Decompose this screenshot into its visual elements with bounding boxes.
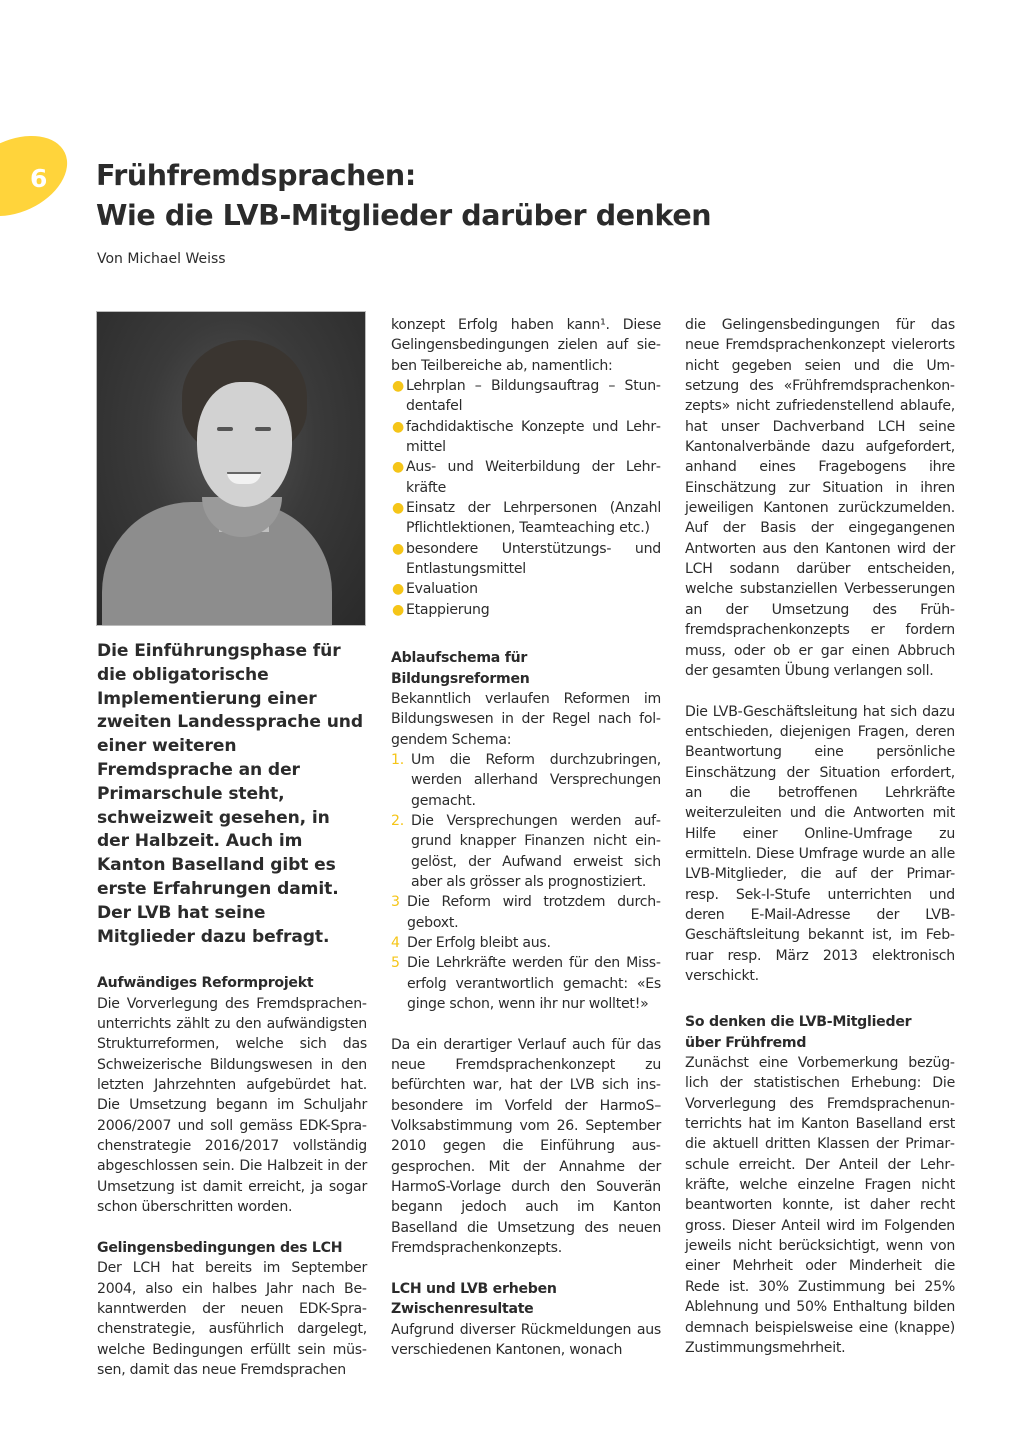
section-heading-zwischen-line2: Zwischenresultate	[391, 1301, 534, 1318]
section-after-ablauf: Da ein derartiger Verlauf auch für das neue Fremdsprachenkonzept zu befürchten war, hat der LVB sich insbesondere im Vorfeld der HarmoS–Volksabstimmung vom 26. September 2010 gegen die Einführung ausgesprochen. Mit der Annahme der HarmoS-Vorlage durch den Souverän begann jedoch auch im Kanton Baselland die Umsetzung des neuen Fremdsprachenkonzepts.	[391, 1036, 661, 1257]
article-title	[96, 156, 711, 236]
bullet-icon: ●	[392, 601, 404, 618]
section-body-zwischen-part2: die Gelingensbedingungen für das neue Fremdsprachenkonzept vielerorts nicht gegeben seien und die Umsetzung des «Frühfremdsprachenkonzepts» nicht zufriedenstellend ablaufe, hat unser Dachverband LCH seine Kantonalverbände dazu aufgefordert, anhand eines Fragebogens ihre Einschätzung zur Situation in ihren jeweiligen Kantonen zurückzumelden. Auf der Basis der eingegangenen Antworten aus den Kantonen wird der LCH sodann darüber entscheiden, welche substanziellen Verbesserungen an der Umsetzung des Frühfremdsprachenkonzepts er fordern muss, oder ob er gar einen Abbruch der gesamten Übung verlangen soll.	[685, 317, 955, 679]
section-heading-ablauf-line1: Ablaufschema für	[391, 650, 528, 667]
step-number: 5	[391, 955, 400, 972]
column-2	[391, 315, 661, 1360]
section-body-zwischen-part1: Aufgrund diverser Rückmeldungen aus verschiedenen Kantonen, wonach	[391, 1321, 661, 1358]
step-number: 1.	[391, 751, 404, 768]
column-3	[685, 315, 955, 1358]
section-heading-zwischen-line1: LCH und LVB erheben	[391, 1280, 557, 1297]
list-item: ● besondere Unterstützungs- und Entlastungsmittel	[392, 540, 661, 578]
bullet-icon: ●	[392, 540, 404, 557]
photo-eye	[217, 427, 233, 431]
section-heading-gelingen: Gelingensbedingungen des LCH	[97, 1239, 343, 1256]
section-heading-ablauf-line2: Bildungsreformen	[391, 670, 530, 687]
section-body-reformprojekt: Die Vorverlegung des Fremdsprachenunterrichts zählt zu den aufwändigsten Strukturreformen, welche sich das Schweizerische Bildungswesen in den letzten Jahrzehnten aufgebürdet hat. Die Umsetzung begann im Schuljahr 2006/2007 und soll gemäss EDK-Sprachenstrategie 2016/2017 vollständig abgeschlossen sein. Die Halbzeit in der Umsetzung ist damit erreicht, ja sogar schon überschritten worden.	[97, 995, 367, 1216]
section-intro-ablauf: Bekanntlich verlaufen Reformen im Bildungswesen in der Regel nach folgendem Schema:	[391, 690, 661, 748]
list-item: 4 Der Erfolg bleibt aus.	[391, 933, 661, 953]
photo-eye	[255, 427, 271, 431]
column-1	[97, 640, 367, 1380]
section-body-gelingen-part2: konzept Erfolg haben kann¹. Diese Gelingensbedingungen zielen auf sieben Teilbereiche ab, namentlich:	[391, 317, 661, 374]
section-heading-reformprojekt: Aufwändiges Reformprojekt	[97, 975, 314, 992]
section-body2-zwischen: Die LVB-Geschäftsleitung hat sich dazu entschieden, diejenigen Fragen, deren Beantwortung eine persönliche Einschätzung der Situation erfordert, an die betroffenen Lehrkräfte weiterzuleiten und die Antworten mit Hilfe einer Online-Umfrage zu ermitteln. Diese Umfrage wurde an alle LVB-Mitglieder, die auf der Primar- resp. Sek-I-Stufe unterrichten und deren E-Mail-Adresse der LVB-Geschäftsleitung bekannt ist, im Februar resp. März 2013 elektronisch verschickt.	[685, 703, 955, 984]
bullet-icon: ●	[392, 459, 404, 476]
list-item: 1. Um die Reform durchzubringen, werden allerhand Versprechungen gemacht.	[391, 751, 661, 809]
author-portrait-photo	[96, 311, 366, 626]
photo-face	[197, 382, 292, 507]
article-title-line2: Wie die LVB-Mitglieder darüber denken	[96, 199, 712, 232]
bullet-icon: ●	[392, 418, 404, 435]
step-number: 4	[391, 934, 400, 951]
conditions-list	[391, 376, 661, 620]
list-item: ● fachdidaktische Konzepte und Lehrmittel	[392, 418, 661, 456]
list-item: 5 Die Lehrkräfte werden für den Misserfolg verantwortlich gemacht: «Es ginge schon, wenn ihr nur wolltet!»	[391, 955, 661, 1012]
page-number: 6	[30, 164, 48, 193]
list-item: ● Aus- und Weiterbildung der Lehrkräfte	[392, 459, 661, 496]
list-item: 2. Die Versprechungen werden aufgrund knapper Finanzen nicht eingelöst, der Aufwand erweist sich aber als grösser als prognostiziert.	[391, 812, 661, 890]
bullet-icon: ●	[392, 581, 404, 598]
step-number: 3	[391, 894, 400, 911]
reform-steps-list	[391, 750, 661, 1014]
list-item: ● Etappierung	[391, 600, 661, 620]
section-heading-denken-line2: über Frühfremd	[685, 1034, 807, 1051]
bullet-icon: ●	[392, 500, 404, 517]
byline: Von Michael Weiss	[97, 251, 226, 267]
section-body-denken: Zunächst eine Vorbemerkung bezüglich der statistischen Erhebung: Die Vorverlegung des Fremdsprachenunterrichts hat im Kanton Baselland erst die aktuell dritten Klassen der Primarschule erreicht. Der Anteil der Lehrkräfte, welche einzelne Fragen nicht beantworten konnte, ist daher recht gross. Dieser Anteil wird im Folgenden jeweils nicht berücksichtigt, wenn von einer Mehrheit oder Minderheit die Rede ist. 30% Zustimmung bei 25% Ablehnung und 50% Enthaltung bilden demnach beispielsweise eine (knappe) Zustimmungsmehrheit.	[685, 1055, 955, 1356]
step-number: 2.	[391, 812, 404, 829]
list-item: ● Lehrplan – Bildungsauftrag – Stundentafel	[392, 378, 661, 415]
lead-paragraph: Die Einführungsphase für die obligatorische Implementierung einer zweiten Landessprache und einer weiteren Fremdsprache an der Primarschule steht, schweizweit gesehen, in der Halbzeit. Auch im Kanton Baselland gibt es erste Erfahrungen damit. Der LVB hat seine Mitglieder dazu befragt.	[97, 641, 363, 947]
list-item: ● Einsatz der Lehrpersonen (Anzahl Pflichtlektionen, Teamteaching etc.)	[392, 500, 661, 537]
section-body-gelingen-part1: Der LCH hat bereits im September 2004, also ein halbes Jahr nach Bekanntwerden der neuen EDK-Sprachenstrategie, ausführlich dargelegt, welche Bedingungen erfüllt sein müssen, damit das neue Fremdsprachen	[97, 1260, 367, 1378]
article-title-line1: Frühfremdsprachen:	[96, 159, 416, 192]
list-item: ● Evaluation	[391, 579, 661, 599]
section-heading-denken-line1: So denken die LVB-Mitglieder	[685, 1014, 912, 1031]
list-item: 3 Die Reform wird trotzdem durchgeboxt.	[391, 894, 661, 931]
bullet-icon: ●	[392, 378, 404, 395]
